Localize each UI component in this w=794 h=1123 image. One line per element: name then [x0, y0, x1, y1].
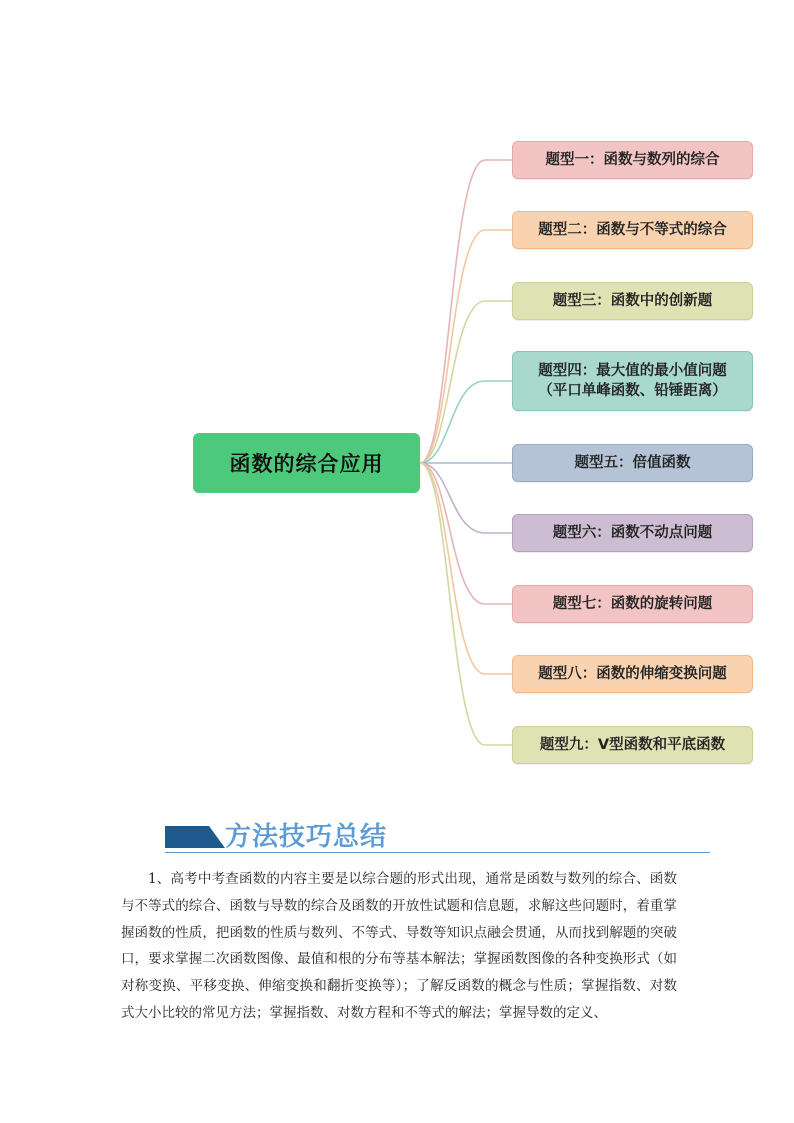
mind-map-branch-label: 题型二：函数与不等式的综合 — [538, 222, 727, 238]
mind-map-branch-label: 题型四：最大值的最小值问题 — [538, 363, 727, 379]
mind-map-branch-label: 题型八：函数的伸缩变换问题 — [538, 666, 727, 682]
mind-map-connector — [420, 160, 512, 463]
mind-map-branch-4 — [512, 351, 753, 411]
mind-map-branch-label: （平口单峰函数、铅锤距离） — [538, 383, 727, 399]
mind-map-branch-label: 题型一：函数与数列的综合 — [545, 152, 720, 168]
mind-map-connector — [420, 463, 512, 674]
mind-map-branch-label: 题型五：倍值函数 — [574, 455, 691, 471]
mind-map-branch-8 — [512, 655, 753, 693]
section-title: 方法技巧总结 — [225, 822, 388, 852]
mind-map-branch-6 — [512, 514, 753, 552]
mind-map-branch-2 — [512, 211, 753, 249]
mind-map-branch-7 — [512, 585, 753, 623]
mind-map-branch-label: 题型三：函数中的创新题 — [552, 293, 713, 309]
section-header — [165, 820, 710, 854]
body-paragraph: 1、高考中考查函数的内容主要是以综合题的形式出现，通常是函数与数列的综合、函数与不等式的综合、函数与导数的综合及函数的开放性试题和信息题，求解这些问题时，着重掌握函数的性质，把函数的性质与数列、不等式、导数等知识点融会贯通，从而找到解题的突破口，要求掌握二次函数图像、最值和根的分布等基本解法；掌握函数图像的各种变换形式（如对称变换、平移变换、伸缩变换和翻折变换等）；了解反函数的概念与性质；掌握指数、对数式大小比较的常见方法；掌握指数、对数方程和不等式的解法；掌握导数的定义、 — [121, 871, 677, 1021]
mind-map-connector — [420, 230, 512, 463]
mind-map-connector — [420, 381, 512, 463]
section-divider — [165, 852, 710, 853]
mind-map-branch-5 — [512, 444, 753, 482]
mind-map-branch-label: 题型六：函数不动点问题 — [552, 525, 713, 541]
mind-map-branch-3 — [512, 282, 753, 320]
mind-map-root-node: 函数的综合应用 — [193, 433, 420, 493]
mind-map-branch-label: 题型七：函数的旋转问题 — [552, 596, 713, 612]
section-header-bar-icon — [165, 826, 225, 848]
mind-map-branch-1 — [512, 141, 753, 179]
mind-map-connector — [420, 463, 512, 533]
mind-map-branch-label: 题型九：V型函数和平底函数 — [539, 737, 726, 753]
mind-map-branch-9 — [512, 726, 753, 764]
